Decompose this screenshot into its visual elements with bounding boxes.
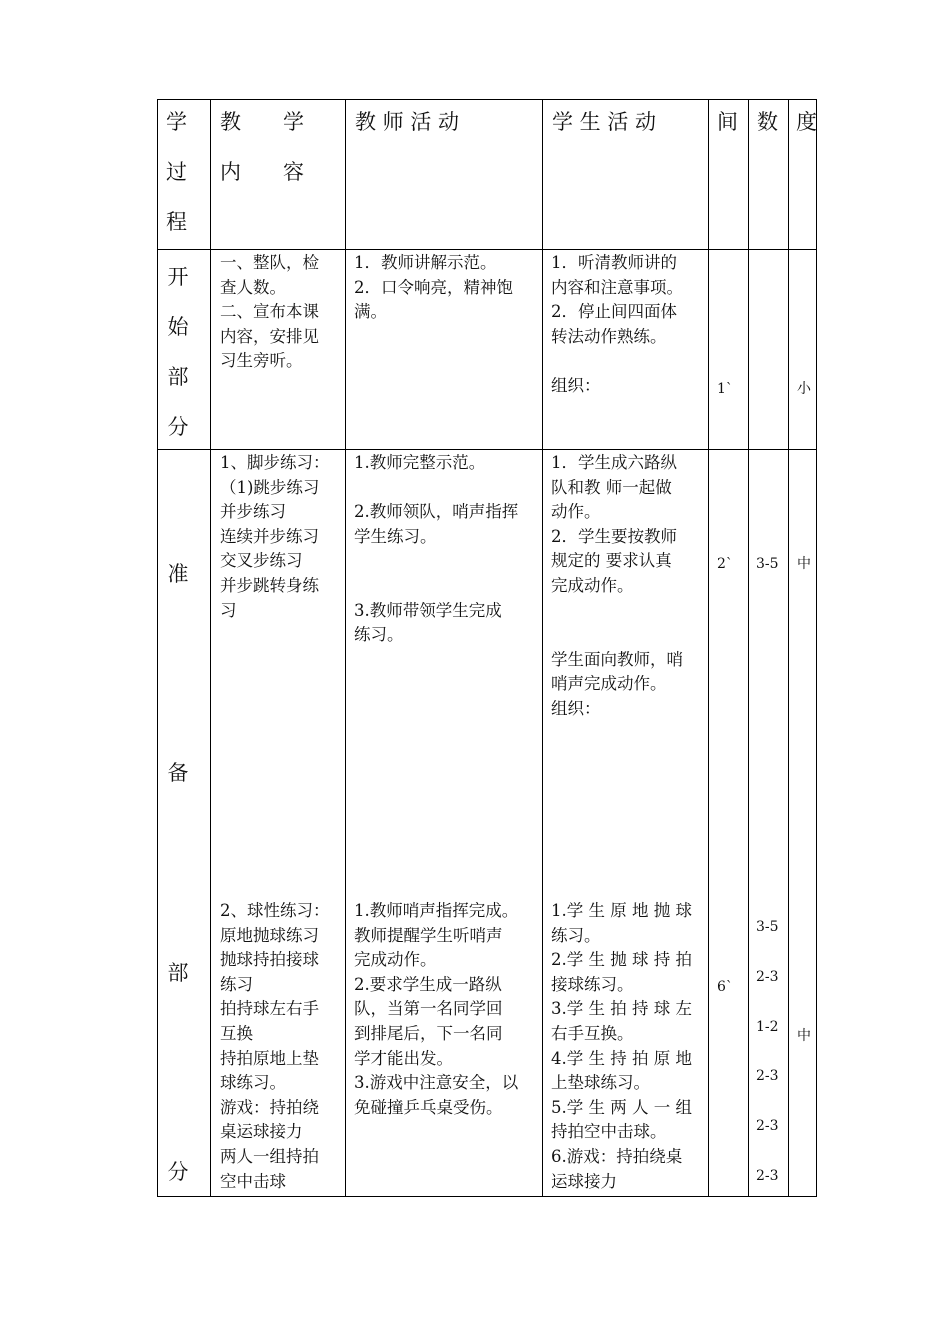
header-student-activity: 学 生 活 动 (552, 110, 657, 134)
stage-prep-2: 备 (167, 761, 189, 785)
header-intensity: 度 (796, 110, 817, 134)
prep-intensity-footwork: 中 (797, 556, 811, 572)
header-time: 间 (717, 110, 738, 134)
column-divider (816, 99, 817, 1197)
table-border-bottom (157, 1196, 817, 1197)
prep-content-footwork: 1、脚步练习： （1)跳步练习 并步练习 连续并步练习 交叉步练习 并步跳转身练 习 (220, 453, 330, 620)
header-content: 教 学 内 容 (220, 110, 304, 184)
prep-content-ball: 2、球性练习： 原地抛球练习 抛球持拍接球 练习 拍持球左右手 互换 持拍原地上垫 球练习。 游戏：持拍绕 桌运球接力 两人一组持拍 空中击球 (220, 901, 330, 1191)
start-content: 一、整队，检 查人数。 二、宣布本课 内容，安排见 习生旁听。 (220, 253, 319, 371)
header-process: 学 过 程 (166, 110, 187, 234)
column-divider (748, 99, 749, 1197)
prep-student-footwork: 1．学生成六路纵 队和教 师一起做 动作。 2．学生要按教师 规定的 要求认真 完成动作。 学生面向教师，哨 哨声完成动作。 组织： (551, 453, 683, 718)
prep-teacher-ball: 1.教师哨声指挥完成。 教师提醒学生听哨声 完成动作。 2.要求学生成一路纵 队，当第一名同学回 到排尾后，下一名同 学才能出发。 3.游戏中注意安全，以 免碰撞乒乓桌受伤。 (354, 901, 519, 1117)
stage-start: 开 始 部 分 (167, 265, 189, 439)
prep-counts-ball: 3-5 2-3 1-2 2-3 2-3 2-3 (756, 919, 779, 1184)
column-divider (345, 99, 346, 1197)
prep-time-footwork: 2` (717, 556, 733, 572)
prep-time-ball: 6` (717, 979, 733, 995)
prep-teacher-footwork: 1.教师完整示范。 2.教师领队，哨声指挥 学生练习。 3.教师带领学生完成 练习。 (354, 453, 519, 645)
stage-prep-4: 分 (167, 1160, 189, 1184)
prep-student-ball: 1.学 生 原 地 抛 球 练习。 2.学 生 抛 球 持 拍 接球练习。 3.学 生 拍 持 球 左 右手互换。 4.学 生 持 拍 原 地 上垫球练习。 5.学 生 两 人 一 组 持拍空中击球。 6.游戏：持拍绕桌 运球接力 (551, 901, 692, 1191)
start-intensity: 小 (797, 381, 811, 397)
header-count: 数 (757, 110, 778, 134)
column-divider (542, 99, 543, 1197)
start-time: 1` (717, 381, 733, 397)
column-divider (708, 99, 709, 1197)
start-teacher-activity: 1．教师讲解示范。 2．口令响亮，精神饱 满。 (354, 253, 513, 322)
row-divider (157, 249, 817, 250)
header-teacher-activity: 教 师 活 动 (355, 110, 460, 134)
prep-intensity-ball: 中 (797, 1028, 811, 1044)
row-divider (157, 449, 817, 450)
column-divider (210, 99, 211, 1197)
stage-prep-3: 部 (167, 961, 189, 985)
start-student-activity: 1．听清教师讲的 内容和注意事项。 2．停止间四面体 转法动作熟练。 组织： (551, 253, 683, 395)
column-divider (788, 99, 789, 1197)
prep-count-footwork: 3-5 (756, 556, 779, 572)
stage-prep-1: 准 (167, 562, 189, 586)
